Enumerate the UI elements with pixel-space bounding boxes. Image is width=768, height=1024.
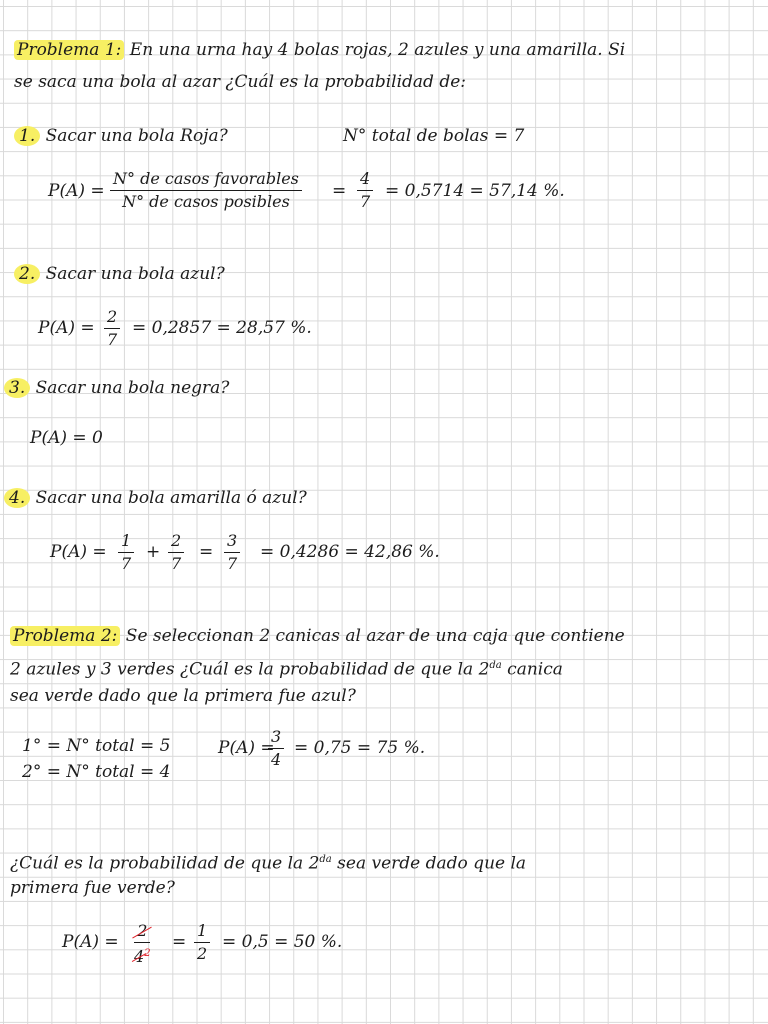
final-denominator-struck [134,947,144,966]
q1-formula-denominator: N° de casos posibles [122,192,290,211]
q1-formula-numerator: N° de casos favorables [110,170,302,191]
final-fraction-denominator: 2 [197,944,208,963]
q4-fraction-3-numerator: 3 [224,532,240,553]
p2-fraction [268,728,284,769]
problem-2-text-line-2 [10,656,563,680]
p2-fraction-denominator: 4 [271,750,282,769]
question-3 [4,378,229,398]
final-struck-numerator [134,922,150,943]
problem-2-text-line-3: sea verde dado que la primera fue azul? [10,686,356,706]
problem-2-statement [10,626,625,646]
question-2 [14,264,225,284]
q4-fraction-3-denominator: 7 [227,554,238,573]
question-1-text: Sacar una bola Roja? [45,126,228,146]
q2-fraction-numerator: 2 [104,308,120,329]
q1-equals: = [332,181,347,201]
problem-2-text-line-2a: 2 azules y 3 verdes ¿Cuál es la probabilidad de que la 2 [10,659,490,680]
problem-1-text-line-1: En una urna hay 4 bolas rojas, 2 azules y una amarilla. Si [129,40,626,60]
q4-lhs: P(A) = [50,542,107,562]
q4-fraction-3 [224,532,240,573]
question-2-number: 2. [14,264,40,284]
final-struck-denominator [134,943,151,966]
total-balls: N° total de bolas = 7 [343,126,525,146]
q4-fraction-2-numerator: 2 [168,532,184,553]
final-denominator-value: 4 [134,947,145,967]
final-numerator-value: 2 [137,921,148,940]
p2-question-line-1a: ¿Cuál es la probabilidad de que la 2 [10,853,320,874]
p2-question-line-2: primera fue verde? [10,878,175,898]
final-denominator-correction: 2 [144,948,151,959]
q2-fraction [104,308,120,349]
problem-2-label: Problema 2: [10,626,120,646]
p2-lhs: P(A) = [218,738,275,758]
final-fraction-numerator: 1 [194,922,210,943]
problem-1-statement [14,40,625,60]
q4-fraction-1-numerator: 1 [118,532,134,553]
question-4 [4,488,307,508]
problem-2-text-line-1: Se seleccionan 2 canicas al azar de una caja que contiene [125,626,625,646]
q1-result: = 0,5714 = 57,14 %. [385,181,565,201]
q4-fraction-1 [118,532,134,573]
question-3-text: Sacar una bola negra? [35,378,230,398]
question-1-number: 1. [14,126,40,146]
final-struck-fraction [134,922,151,966]
q4-fraction-2 [168,532,184,573]
q3-answer: P(A) = 0 [30,428,103,448]
problem-2-text-line-2b: canica [501,659,563,680]
p2-total-first: 1° = N° total = 5 [22,736,171,756]
question-1 [14,126,228,146]
q4-result: = 0,4286 = 42,86 %. [260,542,440,562]
p2-question-line-1 [10,850,526,874]
q2-lhs: P(A) = [38,318,95,338]
question-4-number: 4. [4,488,30,508]
final-result: = 0,5 = 50 %. [222,932,343,952]
final-equals: = [172,932,187,952]
q4-equals: = [199,542,214,562]
q2-result: = 0,2857 = 28,57 %. [132,318,312,338]
problem-1-text-line-2: se saca una bola al azar ¿Cuál es la probabilidad de: [14,72,467,92]
q1-formula-fraction [110,170,302,211]
p2-question-line-1b: sea verde dado que la [331,853,527,874]
p2-question-ordinal-sup: da [319,854,332,865]
q4-fraction-2-denominator: 7 [171,554,182,573]
q1-fraction-denominator: 7 [360,192,371,211]
q4-fraction-1-denominator: 7 [121,554,132,573]
p2-fraction-numerator: 3 [268,728,284,749]
problem-2-ordinal-sup: da [489,660,502,671]
q1-formula-lhs: P(A) = [48,181,105,201]
question-3-number: 3. [4,378,30,398]
question-4-text: Sacar una bola amarilla ó azul? [35,488,307,508]
problem-1-label: Problema 1: [14,40,124,60]
q4-plus: + [146,542,161,562]
final-lhs: P(A) = [62,932,119,952]
p2-result: = 0,75 = 75 %. [294,738,426,758]
q1-fraction [357,170,373,211]
final-fraction [194,922,210,963]
q1-fraction-numerator: 4 [357,170,373,191]
p2-total-second: 2° = N° total = 4 [22,762,171,782]
q2-fraction-denominator: 7 [107,330,118,349]
question-2-text: Sacar una bola azul? [45,264,225,284]
